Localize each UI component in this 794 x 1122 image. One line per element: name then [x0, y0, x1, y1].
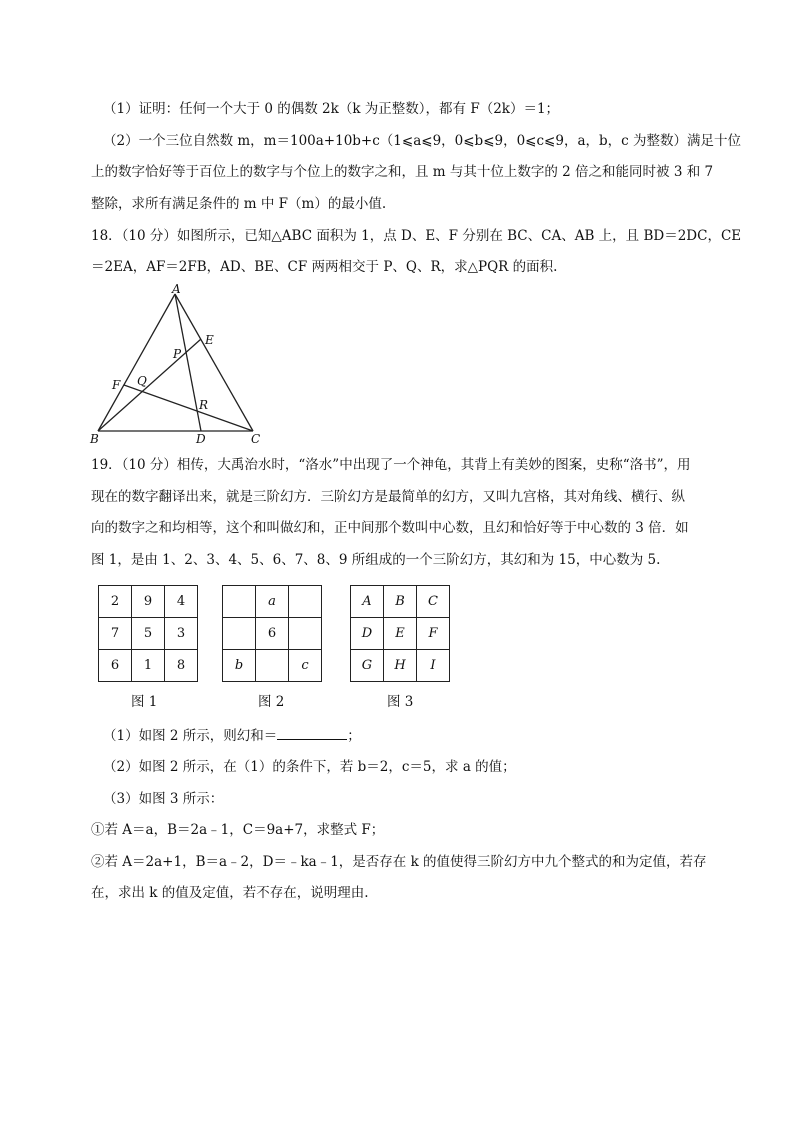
cell: 6: [99, 650, 132, 682]
q19-sub1-end: ；: [347, 728, 361, 744]
q19-line3: 向的数字之和均相等，这个和叫做幻和，正中间那个数叫中心数，且幻和恰好等于中心数的 3 倍．如: [91, 520, 689, 536]
q19-sub1-text: （1）如图 2 所示，则幻和＝: [103, 728, 278, 744]
cell: H: [384, 650, 417, 682]
magic-square-fig1: [98, 585, 198, 682]
q17-part2-line2: 上的数字恰好等于百位上的数字与个位上的数字之和，且 m 与其十位上数字的 2 倍之和能同时被 3 和 7: [91, 164, 714, 180]
cell: D: [351, 618, 384, 650]
cell: [256, 650, 289, 682]
cell: 7: [99, 618, 132, 650]
cell: I: [417, 650, 450, 682]
label-p: P: [173, 347, 182, 361]
q19-sub1: [103, 726, 361, 745]
label-d: D: [196, 432, 206, 446]
cell: [223, 586, 256, 618]
cell: 4: [165, 586, 198, 618]
cell: [289, 618, 322, 650]
q17-part1: （1）证明：任何一个大于 0 的偶数 2k（k 为正整数），都有 F（2k）＝1；: [103, 101, 560, 117]
cell: 3: [165, 618, 198, 650]
q19-sub3: （3）如图 3 所示：: [103, 791, 224, 807]
q18-line2: ＝2EA，AF＝2FB，AD、BE、CF 两两相交于 P、Q、R，求△PQR 的面积.: [91, 259, 558, 275]
cell: F: [417, 618, 450, 650]
label-c: C: [251, 432, 261, 446]
cell: a: [256, 586, 289, 618]
cell: C: [417, 586, 450, 618]
q19-sub3b-line2: 在，求出 k 的值及定值，若不存在，说明理由.: [91, 885, 369, 901]
q19-sub2: （2）如图 2 所示，在（1）的条件下，若 b＝2，c＝5，求 a 的值；: [103, 759, 516, 775]
label-q: Q: [137, 374, 147, 388]
caption-fig3: 图 3: [387, 694, 414, 710]
label-e: E: [205, 333, 214, 347]
cell: [223, 618, 256, 650]
magic-square-fig3: [350, 585, 450, 682]
q19-line1: 19．（10 分）相传，大禹治水时，“洛水”中出现了一个神龟，其背上有美妙的图案，史称“洛书”，用: [91, 457, 691, 473]
cell: E: [384, 618, 417, 650]
cell: B: [384, 586, 417, 618]
q18-line1: 18．（10 分）如图所示，已知△ABC 面积为 1，点 D、E、F 分别在 BC、CA、AB 上，且 BD＝2DC，CE: [91, 228, 742, 244]
cell: A: [351, 586, 384, 618]
cell: [289, 586, 322, 618]
magic-square-fig2: [222, 585, 322, 682]
caption-fig2: 图 2: [258, 694, 285, 710]
q19-sub3a: ①若 A＝a，B＝2a﹣1，C＝9a+7，求整式 F；: [91, 822, 385, 838]
q19-sub3b-line1: ②若 A＝2a+1，B＝a﹣2，D＝﹣ka﹣1，是否存在 k 的值使得三阶幻方中九个整式的和为定值，若存: [91, 854, 707, 870]
q19-line4: 图 1，是由 1、2、3、4、5、6、7、8、9 所组成的一个三阶幻方，其幻和为 15，中心数为 5.: [91, 552, 661, 568]
answer-blank: [277, 726, 347, 740]
label-r: R: [199, 398, 209, 412]
cell: 5: [132, 618, 165, 650]
q17-part2-line3: 整除，求所有满足条件的 m 中 F（m）的最小值.: [91, 196, 387, 212]
cell: 9: [132, 586, 165, 618]
side-ac: [175, 294, 253, 431]
side-ab: [98, 294, 175, 431]
cell: c: [289, 650, 322, 682]
cell: G: [351, 650, 384, 682]
cevian-cf: [124, 385, 253, 431]
label-a: A: [172, 282, 181, 296]
caption-fig1: 图 1: [131, 694, 158, 710]
label-b: B: [90, 432, 99, 446]
cell: b: [223, 650, 256, 682]
q19-line2: 现在的数字翻译出来，就是三阶幻方．三阶幻方是最简单的幻方，又叫九宫格，其对角线、横行、纵: [91, 489, 685, 505]
label-f: F: [112, 378, 121, 392]
q17-part2-line1: （2）一个三位自然数 m，m＝100a+10b+c（1⩽a⩽9，0⩽b⩽9，0⩽c⩽9，a，b，c 为整数）满足十位: [103, 133, 741, 149]
cell: 6: [256, 618, 289, 650]
cell: 8: [165, 650, 198, 682]
cell: 2: [99, 586, 132, 618]
triangle-figure: [88, 282, 268, 447]
cell: 1: [132, 650, 165, 682]
